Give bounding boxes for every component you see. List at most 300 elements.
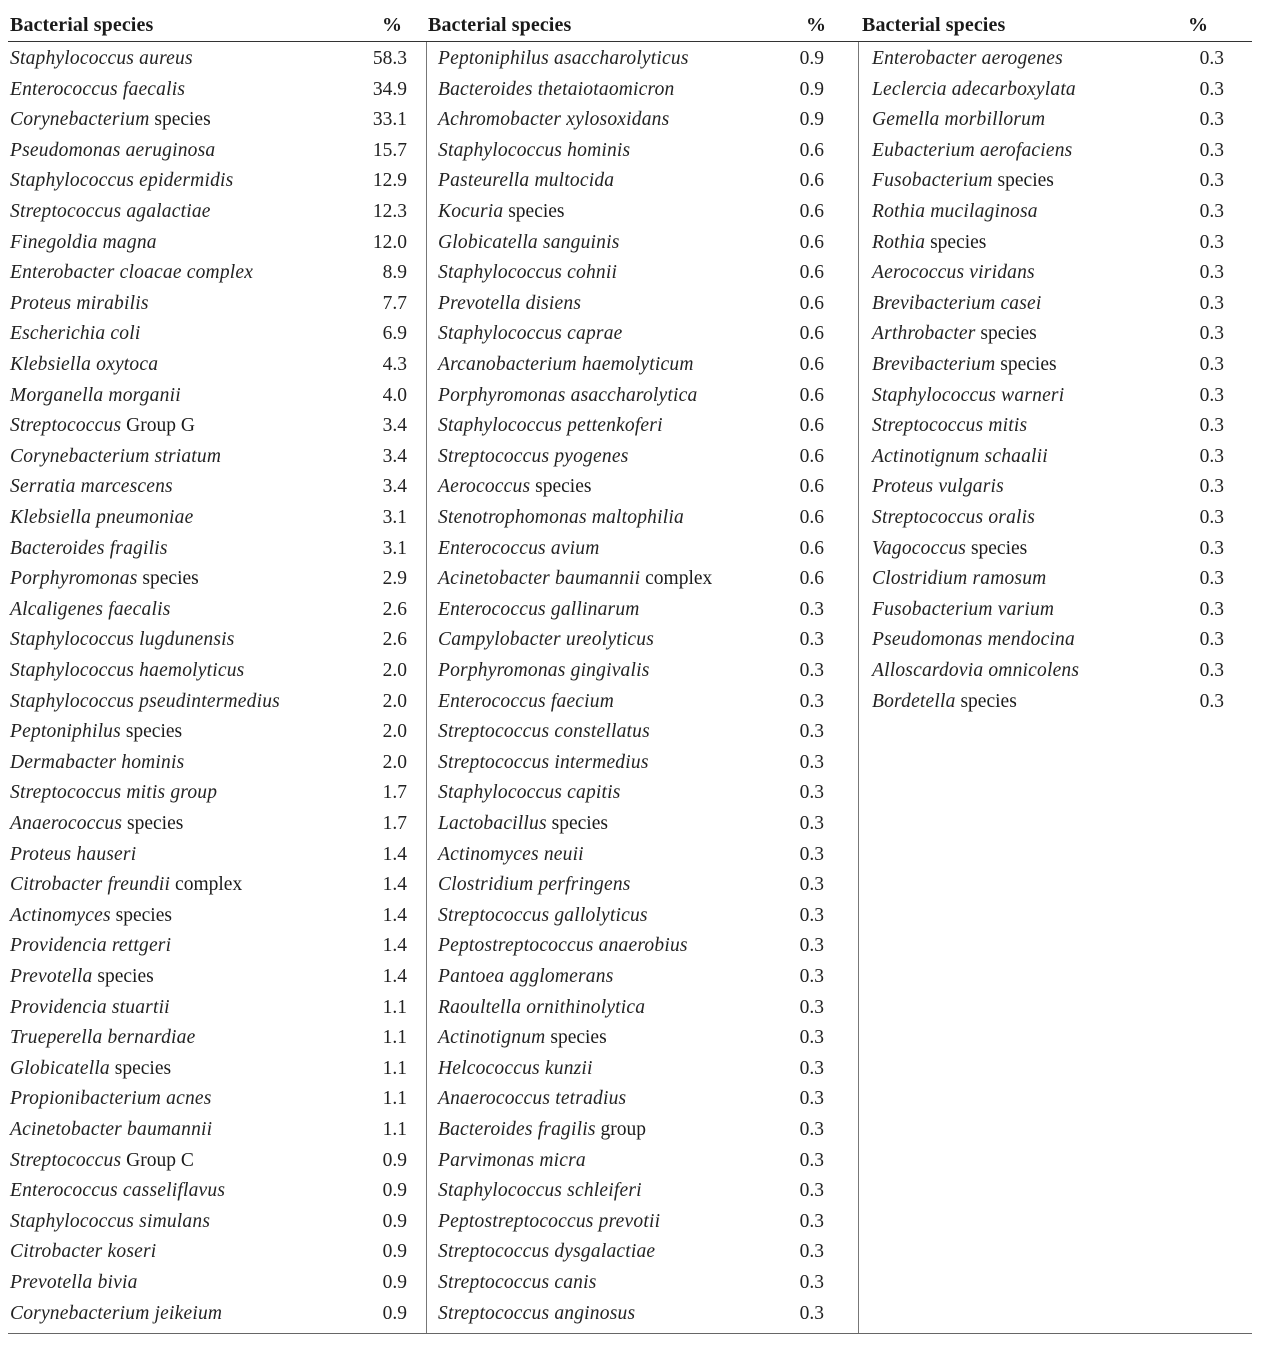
table-row xyxy=(859,532,1253,563)
table-row xyxy=(427,1021,859,1052)
species-name xyxy=(438,1119,646,1141)
table-row xyxy=(8,1297,426,1328)
species-italic: Brevibacterium xyxy=(872,354,996,375)
table-row xyxy=(8,287,426,318)
table-row xyxy=(8,1174,426,1205)
percent-value: 0.6 xyxy=(799,384,824,406)
percent-value: 0.3 xyxy=(799,1088,824,1110)
table-row xyxy=(8,379,426,410)
table-row xyxy=(8,991,426,1022)
percent-value: 0.6 xyxy=(799,231,824,253)
table-row xyxy=(8,623,426,654)
table-row xyxy=(859,348,1253,379)
table-row xyxy=(427,562,859,593)
species-italic: Proteus vulgaris xyxy=(872,476,1004,498)
species-italic: Pantoea agglomerans xyxy=(438,966,614,987)
table-row xyxy=(8,868,426,899)
species-name xyxy=(872,476,1004,498)
column-2 xyxy=(426,42,859,1333)
table-row xyxy=(8,317,426,348)
percent-value: 1.4 xyxy=(382,874,407,896)
percent-value: 12.0 xyxy=(372,231,407,253)
percent-value: 1.4 xyxy=(382,966,407,987)
species-name xyxy=(10,140,215,162)
species-italic: Anaerococcus xyxy=(10,813,123,834)
percent-value: 8.9 xyxy=(382,262,407,284)
species-name xyxy=(438,905,648,927)
species-name xyxy=(872,293,1042,315)
species-italic: Streptococcus pyogenes xyxy=(438,445,629,467)
table-row xyxy=(427,991,859,1022)
species-italic: Clostridium perfringens xyxy=(438,874,631,896)
species-italic: Arthrobacter xyxy=(872,323,976,345)
species-name xyxy=(438,1150,586,1172)
percent-value: 0.6 xyxy=(799,139,824,161)
species-italic: Stenotrophomonas maltophilia xyxy=(438,507,684,528)
table-row xyxy=(859,164,1253,195)
species-name xyxy=(10,1180,225,1202)
percent-value: 0.9 xyxy=(382,1149,407,1171)
table-row xyxy=(8,73,426,104)
species-italic: Bacteroides thetaiotaomicron xyxy=(438,78,675,100)
species-italic: Alcaligenes faecalis xyxy=(10,598,171,620)
percent-value: 1.1 xyxy=(382,996,407,1018)
table-row xyxy=(859,226,1253,257)
species-italic: Actinomyces neuii xyxy=(438,843,584,865)
species-suffix: species xyxy=(992,170,1054,192)
species-name xyxy=(438,599,640,621)
species-name xyxy=(10,997,170,1019)
species-italic: Citrobacter freundii xyxy=(10,874,171,896)
table-row xyxy=(8,532,426,563)
header-pct-3: % xyxy=(1188,14,1209,36)
percent-value: 2.0 xyxy=(382,751,407,773)
species-italic: Enterococcus faecalis xyxy=(10,78,186,100)
species-italic: Enterobacter cloacae complex xyxy=(10,262,254,284)
species-name xyxy=(438,752,649,774)
species-italic: Actinotignum xyxy=(438,1027,546,1049)
percent-value: 0.3 xyxy=(799,843,824,865)
percent-value: 0.9 xyxy=(382,1302,407,1324)
percent-value: 2.6 xyxy=(382,598,407,620)
species-name xyxy=(10,232,157,254)
percent-value: 1.1 xyxy=(382,1057,407,1079)
percent-value: 0.3 xyxy=(799,690,824,712)
percent-value: 0.3 xyxy=(1199,201,1224,222)
species-italic: Proteus mirabilis xyxy=(10,292,149,314)
species-name xyxy=(438,170,614,192)
table-row xyxy=(427,715,859,746)
species-italic: Peptostreptococcus anaerobius xyxy=(438,935,688,957)
percent-value: 0.6 xyxy=(799,201,824,222)
species-suffix: species xyxy=(545,1027,607,1049)
percent-value: 1.1 xyxy=(382,1027,407,1049)
species-name xyxy=(10,1119,212,1141)
species-name xyxy=(872,568,1046,590)
percent-value: 0.3 xyxy=(1199,170,1224,192)
species-name xyxy=(438,1211,660,1233)
table-row xyxy=(8,1052,426,1083)
percent-value: 0.3 xyxy=(799,1272,824,1293)
species-italic: Enterobacter aerogenes xyxy=(872,48,1063,69)
table-row xyxy=(859,42,1253,73)
species-name xyxy=(10,79,185,101)
species-italic: Globicatella xyxy=(10,1057,110,1079)
table-row xyxy=(427,348,859,379)
table-row xyxy=(859,379,1253,410)
percent-value: 0.3 xyxy=(799,904,824,926)
percent-value: 0.3 xyxy=(1199,292,1224,314)
species-name xyxy=(438,538,600,560)
species-italic: Pasteurella multocida xyxy=(438,170,615,192)
species-name xyxy=(438,721,650,743)
percent-value: 0.3 xyxy=(1199,507,1224,528)
species-name xyxy=(10,262,253,284)
table-row xyxy=(859,470,1253,501)
species-suffix: species xyxy=(137,568,199,590)
table-row xyxy=(859,134,1253,165)
percent-value: 0.3 xyxy=(1199,139,1224,161)
species-italic: Streptococcus canis xyxy=(438,1272,597,1293)
species-name xyxy=(872,170,1054,192)
header-pct-2: % xyxy=(806,14,827,36)
percent-value: 0.3 xyxy=(1199,354,1224,375)
species-name xyxy=(10,568,199,590)
species-name xyxy=(10,538,168,560)
species-italic: Actinomyces xyxy=(10,904,111,926)
percent-value: 0.3 xyxy=(799,966,824,987)
table-row xyxy=(8,776,426,807)
percent-value: 0.9 xyxy=(382,1272,407,1293)
table-row xyxy=(859,195,1253,226)
table-row xyxy=(859,73,1253,104)
species-italic: Staphylococcus pseudintermedius xyxy=(10,690,280,712)
species-name xyxy=(438,1088,626,1110)
table-row xyxy=(8,562,426,593)
percent-value: 0.3 xyxy=(799,1119,824,1140)
percent-value: 1.4 xyxy=(382,935,407,957)
percent-value: 0.9 xyxy=(799,48,824,69)
table-row xyxy=(859,623,1253,654)
percent-value: 1.1 xyxy=(382,1088,407,1110)
species-italic: Anaerococcus tetradius xyxy=(438,1088,627,1110)
species-italic: Staphylococcus haemolyticus xyxy=(10,660,245,681)
species-name xyxy=(872,660,1079,682)
percent-value: 2.0 xyxy=(382,660,407,681)
species-italic: Staphylococcus pettenkoferi xyxy=(438,415,663,437)
species-name xyxy=(10,721,182,743)
species-italic: Streptococcus constellatus xyxy=(438,721,650,743)
table-row xyxy=(859,103,1253,134)
species-italic: Porphyromonas xyxy=(10,568,138,590)
percent-value: 0.3 xyxy=(799,1027,824,1049)
species-italic: Streptococcus anginosus xyxy=(438,1302,636,1324)
table-row xyxy=(427,1144,859,1175)
table-row xyxy=(859,501,1253,532)
species-italic: Corynebacterium xyxy=(10,109,150,131)
percent-value: 0.3 xyxy=(799,935,824,957)
species-name xyxy=(438,232,620,254)
species-name xyxy=(438,293,581,315)
percent-value: 0.3 xyxy=(799,782,824,804)
species-italic: Propionibacterium acnes xyxy=(10,1088,212,1110)
species-name xyxy=(10,782,217,804)
table-row xyxy=(8,348,426,379)
table-row xyxy=(427,532,859,563)
species-italic: Staphylococcus schleiferi xyxy=(438,1180,642,1202)
table-row xyxy=(427,226,859,257)
species-italic: Peptoniphilus xyxy=(10,721,121,743)
percent-value: 0.6 xyxy=(799,415,824,437)
species-italic: Clostridium ramosum xyxy=(872,568,1047,590)
species-italic: Enterococcus gallinarum xyxy=(438,598,640,620)
percent-value: 0.3 xyxy=(799,1210,824,1232)
species-italic: Streptococcus dysgalactiae xyxy=(438,1241,656,1263)
species-suffix: species xyxy=(92,966,154,987)
table-row xyxy=(427,134,859,165)
species-name xyxy=(872,79,1076,101)
species-italic: Leclercia adecarboxylata xyxy=(872,78,1076,100)
table-row xyxy=(8,1235,426,1266)
percent-value: 1.1 xyxy=(382,1119,407,1140)
percent-value: 0.6 xyxy=(799,445,824,467)
species-name xyxy=(10,1241,156,1263)
species-italic: Helcococcus kunzii xyxy=(438,1057,593,1079)
percent-value: 3.1 xyxy=(382,507,407,528)
species-italic: Staphylococcus cohnii xyxy=(438,262,618,284)
species-italic: Fusobacterium xyxy=(872,170,993,192)
species-italic: Raoultella ornithinolytica xyxy=(438,996,646,1018)
table-row xyxy=(8,1144,426,1175)
percent-value: 2.9 xyxy=(382,568,407,590)
species-name xyxy=(10,1150,194,1172)
table-row xyxy=(427,623,859,654)
species-name xyxy=(438,813,608,835)
percent-value: 0.3 xyxy=(1199,415,1224,437)
table-row xyxy=(427,164,859,195)
percent-value: 0.3 xyxy=(799,1302,824,1324)
species-italic: Globicatella sanguinis xyxy=(438,231,620,253)
table-row xyxy=(859,317,1253,348)
percent-value: 0.9 xyxy=(382,1180,407,1202)
species-name xyxy=(438,691,614,713)
species-italic: Rothia mucilaginosa xyxy=(872,201,1038,222)
species-suffix: group xyxy=(595,1119,647,1140)
percent-value: 3.4 xyxy=(382,445,407,467)
species-italic: Providencia stuartii xyxy=(10,996,170,1018)
percent-value: 0.3 xyxy=(799,874,824,896)
species-name xyxy=(438,874,631,896)
table-row xyxy=(427,256,859,287)
percent-value: 0.9 xyxy=(382,1241,407,1263)
species-name xyxy=(438,415,663,437)
species-italic: Streptococcus xyxy=(10,1149,122,1171)
percent-value: 6.9 xyxy=(382,323,407,345)
species-suffix: Group G xyxy=(121,415,195,437)
species-name xyxy=(872,629,1075,651)
species-name xyxy=(438,507,684,529)
species-italic: Staphylococcus capitis xyxy=(438,782,621,804)
table-row xyxy=(859,562,1253,593)
species-suffix: species xyxy=(120,721,183,743)
table-row xyxy=(427,73,859,104)
species-name xyxy=(10,691,280,713)
species-italic: Corynebacterium jeikeium xyxy=(10,1302,223,1324)
species-name xyxy=(872,201,1038,223)
percent-value: 0.3 xyxy=(1199,660,1224,681)
species-name xyxy=(872,232,986,254)
species-name xyxy=(10,1088,212,1110)
species-name xyxy=(872,385,1064,407)
species-italic: Enterococcus avium xyxy=(438,537,600,559)
table-row xyxy=(8,838,426,869)
table-row xyxy=(427,501,859,532)
percent-value: 0.3 xyxy=(799,660,824,681)
percent-value: 2.0 xyxy=(382,690,407,712)
species-suffix: species xyxy=(995,354,1057,375)
species-italic: Corynebacterium striatum xyxy=(10,445,222,467)
species-name xyxy=(10,935,171,957)
percent-value: 0.3 xyxy=(799,629,824,651)
table-row xyxy=(8,715,426,746)
species-italic: Rothia xyxy=(872,231,926,253)
table-row xyxy=(8,654,426,685)
percent-value: 2.0 xyxy=(382,721,407,743)
table-row xyxy=(859,685,1253,716)
percent-value: 3.4 xyxy=(382,415,407,437)
species-italic: Proteus hauseri xyxy=(10,843,137,865)
percent-value: 12.9 xyxy=(372,170,407,192)
table-row xyxy=(427,1113,859,1144)
table-row xyxy=(859,654,1253,685)
percent-value: 0.3 xyxy=(1199,445,1224,467)
species-italic: Staphylococcus warneri xyxy=(872,384,1065,406)
percent-value: 0.3 xyxy=(799,721,824,743)
percent-value: 2.6 xyxy=(382,629,407,651)
percent-value: 1.7 xyxy=(382,813,407,834)
species-name xyxy=(10,109,211,131)
percent-value: 1.7 xyxy=(382,782,407,804)
species-italic: Fusobacterium varium xyxy=(872,598,1055,620)
species-name xyxy=(10,415,195,437)
species-suffix: species xyxy=(975,323,1037,345)
species-suffix: species xyxy=(122,813,184,834)
percent-value: 0.3 xyxy=(799,1180,824,1202)
percent-value: 3.1 xyxy=(382,537,407,559)
species-italic: Kocuria xyxy=(438,201,504,222)
column-1 xyxy=(8,42,426,1333)
species-name xyxy=(438,476,591,498)
species-name xyxy=(438,660,650,682)
percent-value: 1.4 xyxy=(382,843,407,865)
table-row xyxy=(427,1082,859,1113)
table-row xyxy=(427,103,859,134)
table-row xyxy=(427,1205,859,1236)
percent-value: 0.3 xyxy=(1199,323,1224,345)
percent-value: 0.6 xyxy=(799,170,824,192)
percent-value: 0.3 xyxy=(799,751,824,773)
table-row xyxy=(427,409,859,440)
species-name xyxy=(872,415,1027,437)
species-suffix: complex xyxy=(640,568,713,590)
percent-value: 0.6 xyxy=(799,262,824,284)
header-pct-1: % xyxy=(382,14,403,36)
species-suffix: Group C xyxy=(121,1149,194,1171)
species-suffix: complex xyxy=(170,874,243,896)
table-row xyxy=(427,287,859,318)
percent-value: 0.9 xyxy=(799,78,824,100)
species-italic: Bacteroides fragilis xyxy=(10,537,168,559)
percent-value: 0.3 xyxy=(1199,48,1224,69)
species-italic: Streptococcus mitis group xyxy=(10,782,218,804)
species-name xyxy=(872,354,1057,376)
species-name xyxy=(10,1027,195,1049)
table-row xyxy=(8,899,426,930)
species-italic: Klebsiella pneumoniae xyxy=(10,507,194,528)
species-name xyxy=(438,48,689,70)
species-italic: Achromobacter xylosoxidans xyxy=(438,109,670,131)
table-row xyxy=(8,256,426,287)
table-row xyxy=(8,746,426,777)
species-name xyxy=(10,170,233,192)
species-name xyxy=(872,538,1027,560)
species-suffix: species xyxy=(110,904,172,926)
species-italic: Providencia rettgeri xyxy=(10,935,172,957)
species-name xyxy=(10,323,140,345)
species-name xyxy=(10,293,149,315)
species-italic: Finegoldia magna xyxy=(10,231,157,253)
table-row xyxy=(427,1235,859,1266)
species-italic: Staphylococcus hominis xyxy=(438,139,631,161)
species-italic: Bordetella xyxy=(872,690,956,712)
percent-value: 34.9 xyxy=(372,78,407,100)
species-name xyxy=(10,1211,210,1233)
species-italic: Staphylococcus aureus xyxy=(10,48,193,69)
table-row xyxy=(427,685,859,716)
species-italic: Brevibacterium casei xyxy=(872,292,1042,314)
table-row xyxy=(427,899,859,930)
species-name xyxy=(438,1241,655,1263)
table-row xyxy=(8,1266,426,1297)
percent-value: 12.3 xyxy=(372,201,407,222)
species-name xyxy=(438,140,630,162)
table-row xyxy=(427,868,859,899)
table-row xyxy=(8,226,426,257)
table-header xyxy=(8,12,1252,42)
table-row xyxy=(8,42,426,73)
table-row xyxy=(8,807,426,838)
species-italic: Acinetobacter baumannii xyxy=(10,1119,213,1140)
species-name xyxy=(438,844,584,866)
species-name xyxy=(10,874,242,896)
species-name xyxy=(10,446,221,468)
table-row xyxy=(8,1205,426,1236)
species-italic: Streptococcus gallolyticus xyxy=(438,904,648,926)
percent-value: 0.9 xyxy=(799,109,824,131)
table-row xyxy=(859,409,1253,440)
species-italic: Bacteroides fragilis xyxy=(438,1119,596,1140)
species-italic: Streptococcus xyxy=(10,415,122,437)
species-name xyxy=(438,997,645,1019)
percent-value: 15.7 xyxy=(372,139,407,161)
table-row xyxy=(427,1174,859,1205)
species-italic: Parvimonas micra xyxy=(438,1149,586,1171)
table-row xyxy=(8,164,426,195)
percent-value: 0.3 xyxy=(1199,78,1224,100)
table-row xyxy=(427,317,859,348)
species-italic: Pseudomonas aeruginosa xyxy=(10,139,216,161)
percent-value: 0.6 xyxy=(799,507,824,528)
